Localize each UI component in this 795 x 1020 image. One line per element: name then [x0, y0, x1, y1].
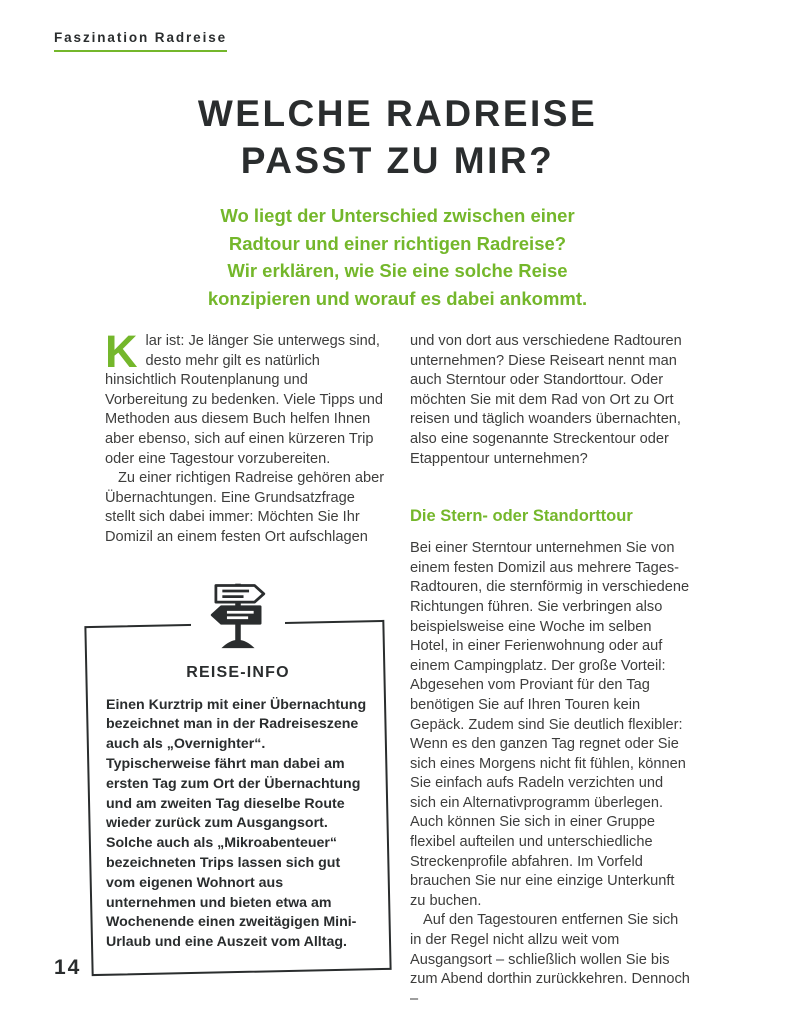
section-heading: Die Stern- oder Standorttour — [410, 507, 633, 526]
standfirst-line: konzipieren und worauf es dabei ankommt. — [207, 287, 588, 309]
info-box-title: REISE-INFO — [186, 663, 290, 681]
info-box — [88, 578, 388, 973]
page-title-line-2: PASST ZU MIR? — [240, 140, 555, 181]
right-paragraph-1: und von dort aus verschiedene Radtouren unternehmen? Diese Reiseart nennt man auch Sterntour oder Standorttour. Oder möchten Sie mit dem Rad von Ort zu Ort reisen und täglich woanders übernachten, also eine sogenannte Streckentour oder Etappentour unternehmen? — [410, 333, 682, 467]
left-paragraph-2: Zu einer richtigen Radreise gehören aber Übernachtungen. Eine Grundsatzfrage stellt sich dabei immer: Möchten Sie Ihr Domizil an einem festen Ort aufschlagen — [105, 470, 385, 545]
info-box-icon-row — [88, 578, 388, 652]
left-column — [105, 326, 386, 1009]
standfirst-line: Radtour und einer richtigen Radreise? — [228, 232, 567, 254]
drop-cap: K — [105, 326, 138, 377]
standfirst — [0, 202, 795, 312]
left-paragraph-1 — [105, 326, 386, 469]
right-paragraph-2: Bei einer Sterntour unternehmen Sie von einem festen Domizil aus mehrere Tages-Radtouren, die sternförmig in verschiedene Richtungen führen. Sie verbringen also beispielsweise eine Woche im selben Hotel, in einer Ferienwohnung oder auf einem Campingplatz. Der große Vorteil: Abgesehen vom Proviant für den Tag benötigen Sie auf Ihren Touren kein Gepäck. Zudem sind Sie deutlich flexibler: Wenn es den ganzen Tag regnet oder Sie sich eines Morgens nicht fit fühlen, können Sie einfach aufs Radeln verzichten und sich ein Alternativprogramm überlegen. Auch können Sie sich in einer Gruppe flexibel aufteilen und unterschiedliche Streckenprofile abfahren. Im Vorfeld brauchen Sie nur eine einzige Unterkunft zu buchen. — [410, 540, 690, 909]
right-column — [410, 332, 691, 1009]
body-columns — [105, 326, 691, 1009]
page-number: 14 — [54, 956, 82, 979]
standfirst-line: Wo liegt der Unterschied zwischen einer — [220, 205, 575, 226]
page-title — [0, 90, 795, 184]
info-box-body: Einen Kurztrip mit einer Übernachtung bezeichnet man in der Radreiseszene auch als „Overnighter“. Typischerweise fährt man dabei am ersten Tag zum Ort der Übernachtung und am zweiten Tag dieselbe Route wieder zurück zum Ausgangsort. Solche auch als „Mikroabenteuer“ bezeichneten Trips lassen sich gut vom eigenen Wohnort aus unternehmen und bieten etwa am Wochenende einen zweitägigen Mini-Urlaub und eine Auszeit vom Alltag. — [106, 696, 367, 951]
signpost-icon — [191, 578, 285, 652]
kicker: Faszination Radreise — [54, 30, 227, 52]
right-paragraph-3: Auf den Tagestouren entfernen Sie sich in der Regel nicht allzu weit vom Ausgangsort – schließlich wollen Sie bis zum Abend dorthin zurückkehren. Dennoch – — [410, 912, 690, 1007]
standfirst-line: Wir erklären, wie Sie eine solche Reise — [227, 260, 568, 281]
left-paragraph-1-text: lar ist: Je länger Sie unterwegs sind, desto mehr gilt es natürlich hinsichtlich Routenplanung und Vorbereitung zu bedenken. Viele Tipps und Methoden aus diesem Buch helfen Ihnen aber ebenso, sich auf einen kürzeren Trip oder eine Tagestour vorzubereiten. — [105, 333, 384, 467]
page-title-line-1: WELCHE RADREISE — [197, 93, 598, 134]
